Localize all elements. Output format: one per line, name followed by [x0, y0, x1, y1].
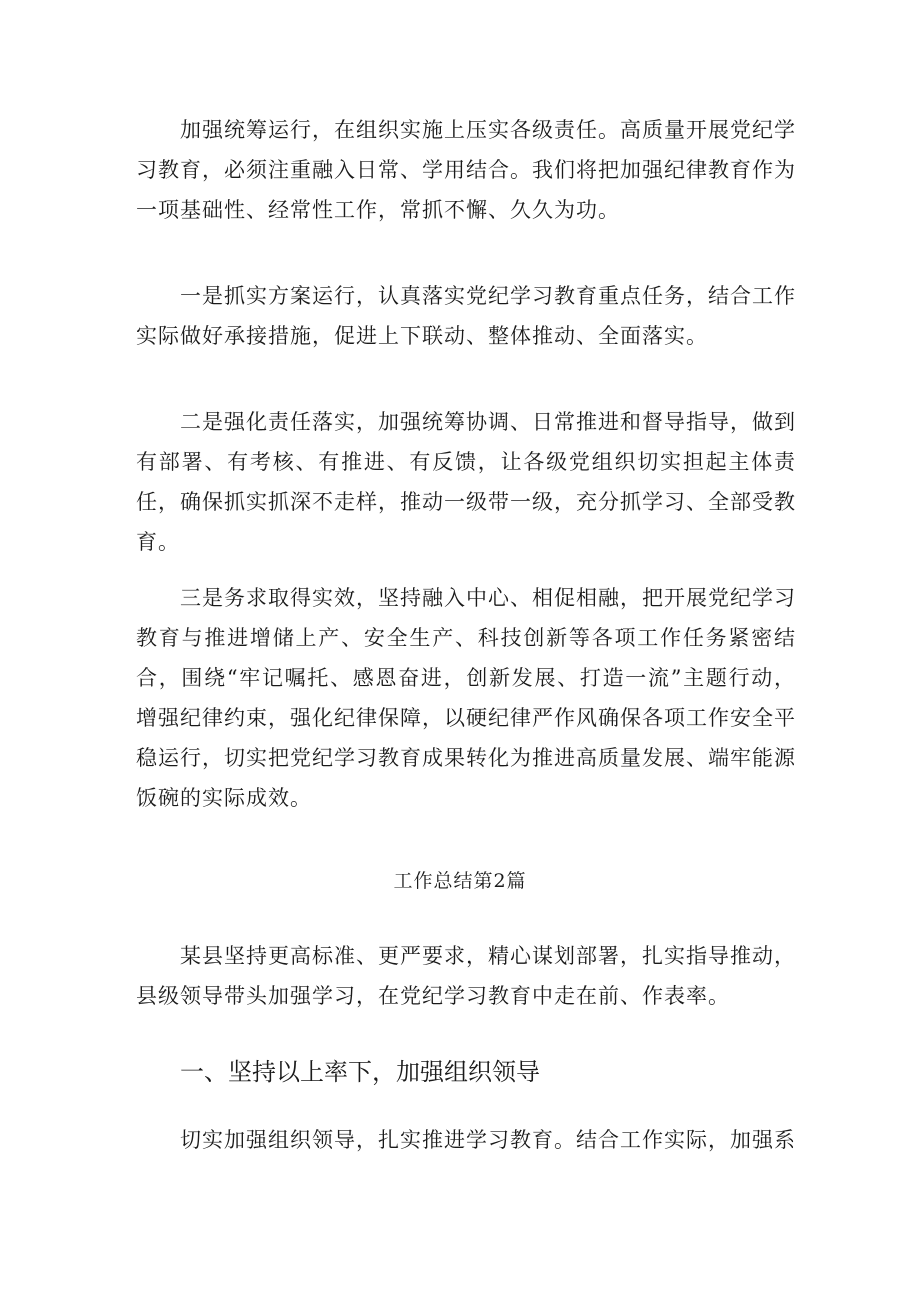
paragraph-point-two: 二是强化责任落实，加强统筹协调、日常推进和督导指导，做到有部署、有考核、有推进、有反馈，让各级党组织切实担起主体责任，确保抓实抓深不走样，推动一级带一级，充分抓学习、全部受教育。	[136, 410, 796, 554]
section-title: 工作总结第2篇	[393, 870, 527, 892]
paragraph-organization-leadership: 切实加强组织领导，扎实推进学习教育。结合工作实际，加强系	[180, 1128, 796, 1152]
paragraph-overall-coordination: 加强统筹运行，在组织实施上压实各级责任。高质量开展党纪学习教育，必须注重融入日常、学用结合。我们将把加强纪律教育作为一项基础性、经常性工作，常抓不懈、久久为功。	[136, 118, 796, 222]
paragraph-county-intro: 某县坚持更高标准、更严要求，精心谋划部署，扎实指导推动，县级领导带头加强学习，在党纪学习教育中走在前、作表率。	[136, 944, 796, 1008]
heading-section-one: 一、坚持以上率下，加强组织领导	[180, 1058, 540, 1086]
paragraph-point-one: 一是抓实方案运行，认真落实党纪学习教育重点任务，结合工作实际做好承接措施，促进上下联动、整体推动、全面落实。	[136, 284, 796, 348]
paragraph-point-three: 三是务求取得实效，坚持融入中心、相促相融，把开展党纪学习教育与推进增储上产、安全生产、科技创新等各项工作任务紧密结合，围绕“牢记嘱托、感恩奋进，创新发展、打造一流”主题行动，增强纪律约束，强化纪律保障，以硬纪律严作风确保各项工作安全平稳运行，切实把党纪学习教育成果转化为推进高质量发展、端牢能源饭碗的实际成效。	[136, 586, 796, 810]
